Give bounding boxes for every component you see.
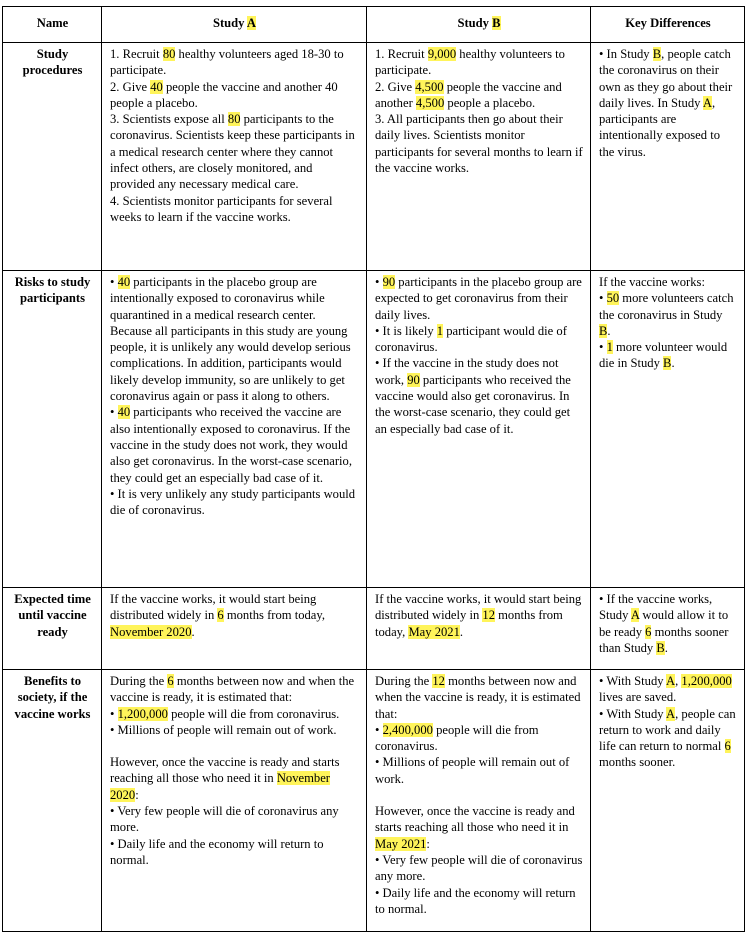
- highlighted-value: 1: [606, 340, 613, 355]
- cell-line: • With Study A, 1,200,000 lives are saved.: [599, 674, 732, 705]
- highlighted-value: 4,500: [415, 79, 444, 94]
- study-b-cell: [367, 271, 591, 588]
- cell-line: • It is likely 1 participant would die of coronavirus.: [375, 323, 567, 355]
- highlighted-value: A: [630, 608, 640, 623]
- cell-line: During the 12 months between now and when the vaccine is ready, it is estimated that:: [375, 674, 581, 721]
- cell-line: • 90 participants in the placebo group are expected to get coronavirus from their daily lives.: [375, 275, 582, 322]
- header-name: Name: [3, 7, 102, 43]
- highlighted-value: 6: [217, 608, 224, 623]
- row-benefits: [3, 670, 745, 932]
- header-key-differences: Key Differences: [591, 7, 745, 43]
- highlighted-value: 40: [150, 79, 163, 94]
- cell-line: 1. Recruit 9,000 healthy volunteers to participate.: [375, 47, 565, 78]
- key-differences-cell: [591, 670, 745, 932]
- study-a-cell: [102, 43, 367, 271]
- cell-line: • 1,200,000 people will die from coronavirus.: [110, 706, 340, 721]
- cell-line: • Very few people will die of coronavirus any more.: [110, 804, 339, 835]
- row-label: Expected time until vaccine ready: [3, 588, 102, 670]
- highlighted-value: A: [702, 95, 713, 110]
- cell-line: If the vaccine works:: [599, 275, 705, 289]
- cell-line: 3. All participants then go about their daily lives. Scientists monitor participants for several months to learn if the vaccine works.: [375, 112, 583, 176]
- row-expected-time: [3, 588, 745, 670]
- highlighted-value: November 2020: [110, 771, 330, 802]
- cell-line: • 2,400,000 people will die from coronavirus.: [375, 722, 539, 754]
- cell-line: • Daily life and the economy will return to normal.: [110, 836, 324, 867]
- highlighted-value: 12: [432, 674, 445, 688]
- highlighted-value: 9,000: [427, 47, 457, 61]
- study-b-cell: [367, 43, 591, 271]
- cell-line: 4. Scientists monitor participants for several weeks to learn if the vaccine works.: [110, 193, 333, 224]
- highlighted-value: 1,200,000: [681, 674, 732, 688]
- cell-line: If the vaccine works, it would start being distributed widely in 12 months from today, May 2021.: [375, 592, 582, 639]
- study-b-cell: [367, 670, 591, 932]
- cell-line: However, once the vaccine is ready and starts reaching all those who need it in May 2021:: [375, 804, 575, 851]
- highlighted-value: 80: [162, 47, 176, 61]
- key-differences-cell: [591, 588, 745, 670]
- highlighted-value: 80: [227, 112, 241, 127]
- cell-line: • If the vaccine works, Study A would allow it to be ready 6 months sooner than Study B.: [599, 592, 729, 655]
- comparison-table: [2, 6, 745, 932]
- cell-line: • Very few people will die of coronavirus any more.: [375, 852, 583, 884]
- row-label: Study procedures: [3, 43, 102, 271]
- cell-line: • Daily life and the economy will return to normal.: [375, 885, 576, 916]
- cell-line: • 40 participants in the placebo group are intentionally exposed to coronavirus while quarantined in a medical research center. Because all participants in this study are young people, it is unlikely any would develop serious complications. In addition, participants would likely develop immunity, so are unlikely to get coronavirus again or pass it along to others.: [110, 275, 351, 404]
- header-study-b: [367, 7, 591, 43]
- header-row: [3, 7, 745, 43]
- highlighted-value: 40: [117, 275, 131, 289]
- row-risks: [3, 271, 745, 588]
- highlighted-value: 6: [645, 624, 652, 639]
- cell-line: During the 6 months between now and when the vaccine is ready, it is estimated that:: [110, 674, 355, 705]
- key-differences-cell: [591, 43, 745, 271]
- highlighted-value: 1: [436, 323, 444, 338]
- study-a-cell: [102, 588, 367, 670]
- cell-line: 2. Give 40 people the vaccine and another 40 people a placebo.: [110, 79, 338, 110]
- highlighted-value: B: [663, 356, 672, 371]
- highlighted-value: 4,500: [415, 95, 445, 110]
- highlighted-value: 50: [606, 291, 620, 306]
- cell-line: However, once the vaccine is ready and starts reaching all those who need it in November 2020:: [110, 755, 340, 802]
- cell-line: 1. Recruit 80 healthy volunteers aged 18-30 to participate.: [110, 47, 344, 78]
- header-study-a-letter: A: [246, 16, 257, 31]
- header-study-b-letter: B: [492, 16, 501, 31]
- highlighted-value: November 2020: [110, 624, 192, 639]
- key-differences-cell: [591, 271, 745, 588]
- header-study-a: [102, 7, 367, 43]
- highlighted-value: 12: [482, 608, 495, 623]
- row-study-procedures: [3, 43, 745, 271]
- cell-line: • If the vaccine in the study does not work, 90 participants who received the vaccine would also get coronavirus. In the worst-case scenario, they could get an especially bad case of it.: [375, 356, 571, 436]
- highlighted-value: B: [599, 323, 608, 338]
- highlighted-value: May 2021: [375, 836, 427, 851]
- cell-line: • It is very unlikely any study participants would die of coronavirus.: [110, 486, 356, 518]
- highlighted-value: A: [666, 674, 676, 688]
- highlighted-value: 90: [407, 372, 420, 387]
- study-b-cell: [367, 588, 591, 670]
- row-label: Risks to study participants: [3, 271, 102, 588]
- header-study-b-prefix: Study: [457, 16, 493, 31]
- cell-line: • 50 more volunteers catch the coronavirus in Study B.: [599, 291, 734, 338]
- cell-line: • 1 more volunteer would die in Study B.: [599, 340, 728, 371]
- cell-line: • With Study A, people can return to work and daily life can return to normal 6 months sooner.: [599, 706, 736, 770]
- highlighted-value: 40: [117, 405, 131, 420]
- cell-line: • 40 participants who received the vaccine are also intentionally exposed to coronavirus. If the vaccine in the study does not work, they would also get coronavirus. In the worst-case scenario, they could get an especially bad case of it.: [110, 405, 352, 485]
- cell-line: 3. Scientists expose all 80 participants to the coronavirus. Scientists keep these participants in a medical research center where they cannot infect others, are closely monitored, and provided any necessary medical care.: [110, 112, 355, 192]
- study-a-cell: [102, 271, 367, 588]
- cell-line: If the vaccine works, it would start being distributed widely in 6 months from today, November 2020.: [110, 592, 326, 639]
- highlighted-value: 2,400,000: [382, 722, 433, 737]
- highlighted-value: A: [666, 706, 676, 721]
- highlighted-value: 6: [724, 739, 731, 754]
- cell-line: 2. Give 4,500 people the vaccine and another 4,500 people a placebo.: [375, 79, 562, 110]
- cell-line: • In Study B, people catch the coronavirus on their own as they go about their daily lives. In Study A, participants are intentionally exposed to the virus.: [599, 47, 733, 159]
- row-label: Benefits to society, if the vaccine works: [3, 670, 102, 932]
- cell-line: • Millions of people will remain out of work.: [110, 722, 337, 737]
- highlighted-value: 90: [382, 275, 396, 289]
- highlighted-value: May 2021: [408, 624, 460, 639]
- blank-line: [375, 787, 583, 803]
- highlighted-value: B: [656, 640, 665, 655]
- blank-line: [110, 738, 359, 754]
- study-a-cell: [102, 670, 367, 932]
- highlighted-value: B: [652, 47, 662, 61]
- highlighted-value: 1,200,000: [117, 706, 168, 721]
- header-study-a-prefix: Study: [212, 16, 247, 31]
- highlighted-value: 6: [167, 674, 174, 688]
- cell-line: • Millions of people will remain out of work.: [375, 755, 570, 786]
